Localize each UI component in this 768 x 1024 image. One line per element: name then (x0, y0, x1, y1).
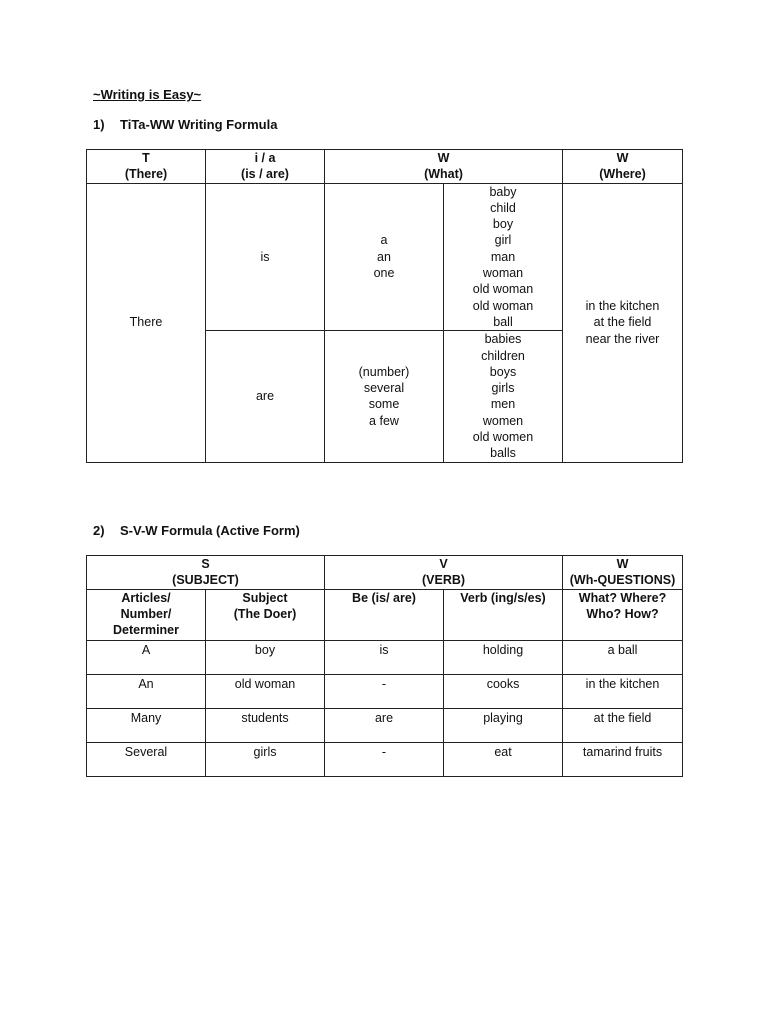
cell-article: An (87, 674, 206, 708)
cell-wh: in the kitchen (563, 674, 683, 708)
cell-be: is (325, 640, 444, 674)
section-1-title: TiTa-WW Writing Formula (120, 117, 278, 132)
table-row (87, 742, 683, 776)
page-title: ~Writing is Easy~ (93, 87, 202, 102)
cell-wh: a ball (563, 640, 683, 674)
verb-are-cell: are (206, 331, 325, 462)
svw-group-header-row (87, 556, 683, 590)
section-2-heading (93, 523, 300, 538)
group-subject: S (SUBJECT) (87, 556, 325, 590)
cell-subject: old woman (206, 674, 325, 708)
where-cell: in the kitchen at the field near the river (563, 183, 683, 462)
col-verb: Verb (ing/s/es) (444, 589, 563, 640)
cell-verb: eat (444, 742, 563, 776)
table-row (87, 708, 683, 742)
verb-is-cell: is (206, 183, 325, 331)
svw-column-header-row (87, 589, 683, 640)
tita-singular-row (87, 183, 683, 331)
cell-subject: girls (206, 742, 325, 776)
plural-determiners-cell: (number) several some a few (325, 331, 444, 462)
header-ia: i / a (is / are) (206, 150, 325, 184)
header-what: W (What) (325, 150, 563, 184)
cell-wh: at the field (563, 708, 683, 742)
header-where: W (Where) (563, 150, 683, 184)
cell-subject: students (206, 708, 325, 742)
col-wh: What? Where? Who? How? (563, 589, 683, 640)
table-row (87, 674, 683, 708)
section-1-number: 1) (93, 117, 105, 132)
cell-article: Many (87, 708, 206, 742)
cell-verb: playing (444, 708, 563, 742)
table-row (87, 640, 683, 674)
cell-article: A (87, 640, 206, 674)
cell-wh: tamarind fruits (563, 742, 683, 776)
cell-be: - (325, 674, 444, 708)
group-verb: V (VERB) (325, 556, 563, 590)
singular-determiners-cell: a an one (325, 183, 444, 331)
col-subject: Subject (The Doer) (206, 589, 325, 640)
cell-subject: boy (206, 640, 325, 674)
tita-header-row (87, 150, 683, 184)
col-be: Be (is/ are) (325, 589, 444, 640)
cell-article: Several (87, 742, 206, 776)
group-wh: W (Wh-QUESTIONS) (563, 556, 683, 590)
cell-be: - (325, 742, 444, 776)
plural-nouns-cell: babies children boys girls men women old women balls (444, 331, 563, 462)
cell-be: are (325, 708, 444, 742)
cell-verb: holding (444, 640, 563, 674)
header-t: T (There) (87, 150, 206, 184)
section-2-title: S-V-W Formula (Active Form) (120, 523, 300, 538)
col-articles: Articles/ Number/ Determiner (87, 589, 206, 640)
svw-table (86, 555, 683, 777)
cell-verb: cooks (444, 674, 563, 708)
singular-nouns-cell: baby child boy girl man woman old woman old woman ball (444, 183, 563, 331)
tita-ww-table (86, 149, 683, 463)
section-2-number: 2) (93, 523, 105, 538)
there-cell: There (87, 183, 206, 462)
section-1-heading (93, 117, 277, 132)
